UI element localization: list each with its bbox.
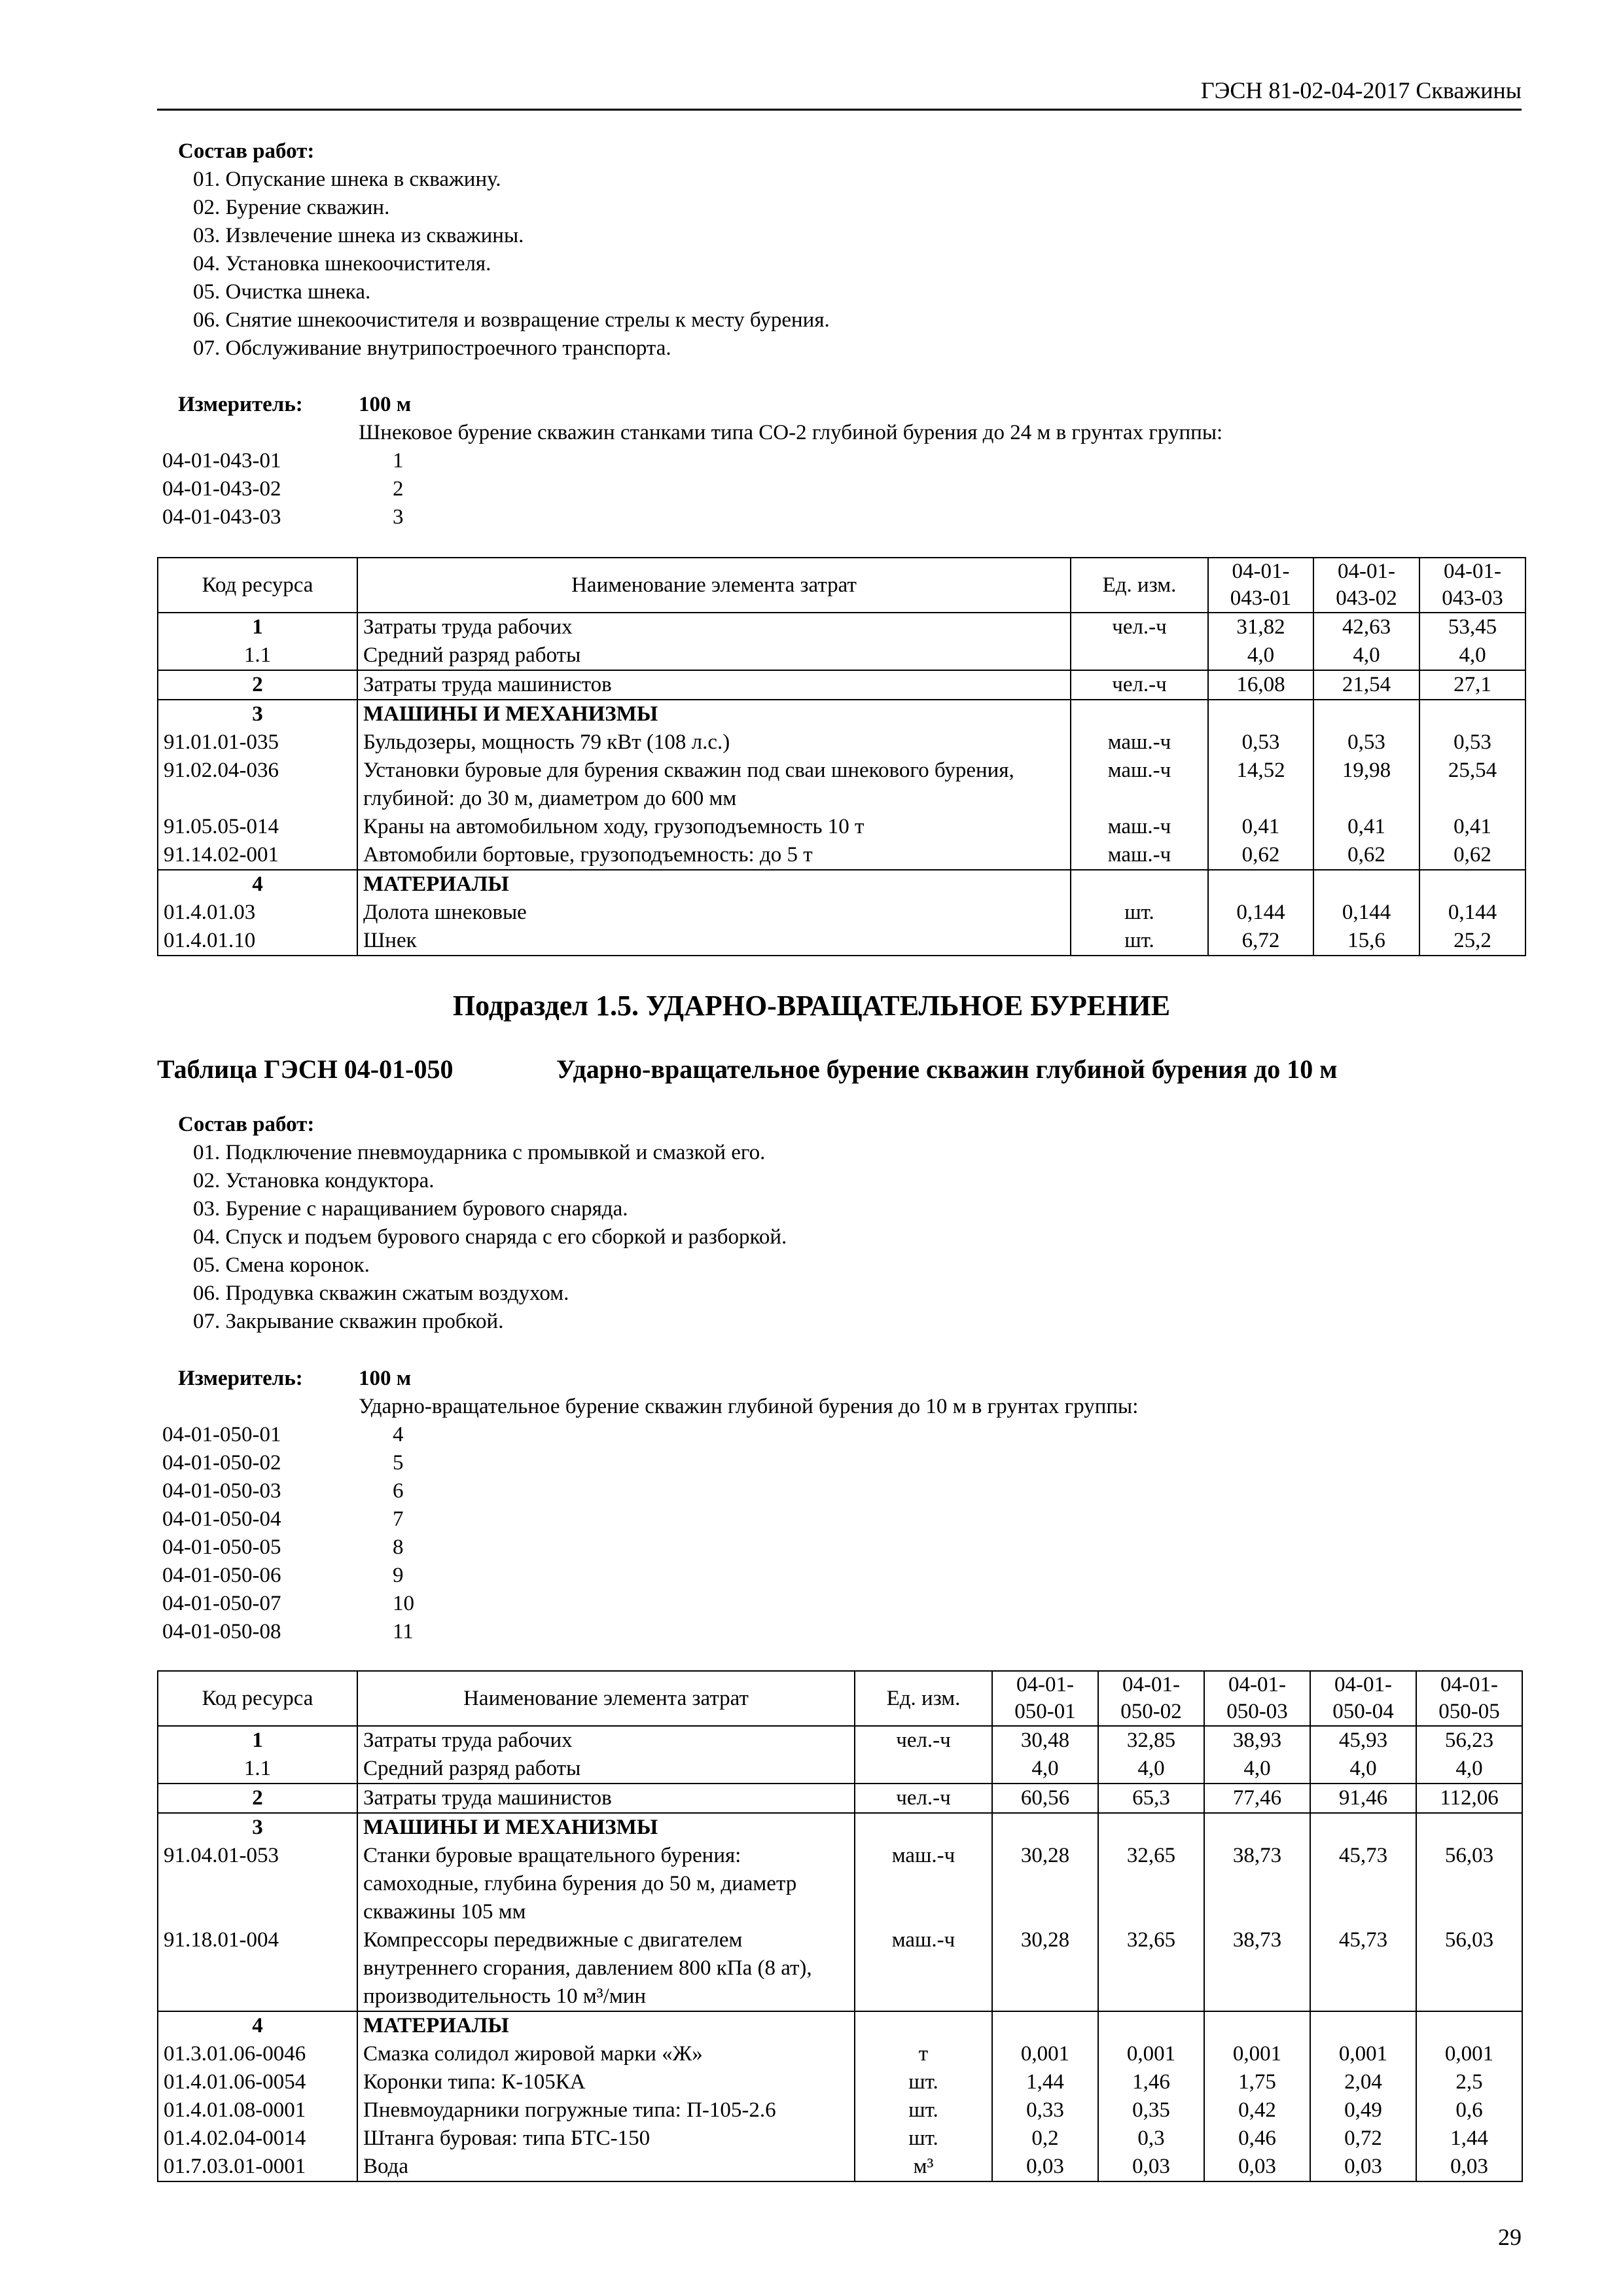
resource-code: 91.05.05-014 (158, 813, 357, 841)
value-cell: 32,65 (1098, 1842, 1204, 1926)
value-cell: 4,0 (1313, 641, 1419, 670)
unit: чел.-ч (855, 1784, 992, 1813)
resource-name: Средний разряд работы (357, 1755, 855, 1784)
works-section-043 (157, 137, 1522, 363)
resource-name: Пневмоударники погружные типа: П-105-2.6 (357, 2096, 855, 2125)
table-row (158, 2011, 1522, 2040)
code-row (157, 1421, 1522, 1449)
work-item: 04. Спуск и подъем бурового снаряда с его сборкой и разборкой. (193, 1225, 787, 1249)
work-item: 07. Закрывание скважин пробкой. (193, 1309, 504, 1333)
table-row (158, 2068, 1522, 2096)
table-row (158, 1726, 1522, 1755)
value-cell: 4,0 (1208, 641, 1313, 670)
resource-code: 01.7.03.01-0001 (158, 2153, 357, 2181)
value-cell: 30,28 (992, 1926, 1098, 2011)
code-row (157, 1590, 1522, 1618)
header-norm-code: 04-01- 050-04 (1310, 1671, 1416, 1726)
meter-value: 100 м (359, 1367, 412, 1390)
table-row (158, 1842, 1522, 1926)
code-row (157, 503, 1522, 531)
table-header-row (158, 558, 1525, 613)
unit: т (855, 2040, 992, 2068)
code-row (157, 1618, 1522, 1646)
meter-section-050 (157, 1365, 1522, 1646)
value-cell: 0,62 (1419, 841, 1525, 870)
value-cell: 0,62 (1313, 841, 1419, 870)
resource-name: Смазка солидол жировой марки «Ж» (357, 2040, 855, 2068)
value-cell: 1,44 (1416, 2125, 1522, 2153)
soil-group: 2 (393, 477, 404, 501)
value-cell: 0,6 (1416, 2096, 1522, 2125)
resource-code: 3 (158, 1813, 357, 1842)
resource-name: Затраты труда машинистов (357, 1784, 855, 1813)
meter-description: Шнековое бурение скважин станками типа СО-2 глубиной бурения до 24 м в грунтах группы: (359, 421, 1223, 444)
value-cell: 0,41 (1208, 813, 1313, 841)
value-cell: 56,03 (1416, 1926, 1522, 2011)
unit (855, 2011, 992, 2040)
value-cell: 0,3 (1098, 2125, 1204, 2153)
header-norm-code: 04-01- 043-01 (1208, 558, 1313, 613)
value-cell: 45,73 (1310, 1926, 1416, 2011)
value-cell: 32,65 (1098, 1926, 1204, 2011)
resource-code: 01.4.01.08-0001 (158, 2096, 357, 2125)
unit (855, 1813, 992, 1842)
header-norm-code: 04-01- 050-03 (1204, 1671, 1310, 1726)
value-cell (1313, 700, 1419, 728)
resource-name: Автомобили бортовые, грузоподъемность: до 5 т (357, 841, 1071, 870)
work-item: 06. Снятие шнекоочистителя и возвращение стрелы к месту бурения. (193, 308, 830, 332)
value-cell: 15,6 (1313, 927, 1419, 956)
table-row (158, 641, 1525, 670)
value-cell (1310, 2011, 1416, 2040)
norm-code: 04-01-050-07 (162, 1592, 281, 1615)
value-cell: 4,0 (1310, 1755, 1416, 1784)
soil-group: 10 (393, 1592, 414, 1615)
value-cell: 0,35 (1098, 2096, 1204, 2125)
value-cell: 0,001 (1098, 2040, 1204, 2068)
value-cell: 21,54 (1313, 670, 1419, 700)
resource-code: 91.02.04-036 (158, 757, 357, 813)
norm-code: 04-01-050-05 (162, 1535, 281, 1559)
works-title: Состав работ: (178, 139, 315, 163)
soil-group: 9 (393, 1564, 404, 1587)
meter-label: Измеритель: (178, 1367, 303, 1390)
value-cell: 1,46 (1098, 2068, 1204, 2096)
value-cell: 4,0 (1204, 1755, 1310, 1784)
table-title (157, 1052, 1338, 1086)
value-cell: 2,04 (1310, 2068, 1416, 2096)
resource-code: 91.14.02-001 (158, 841, 357, 870)
resource-code: 01.4.01.10 (158, 927, 357, 956)
resource-name: Затраты труда рабочих (357, 1726, 855, 1755)
value-cell: 0,53 (1208, 728, 1313, 757)
resource-table-050 (157, 1670, 1523, 2182)
value-cell: 2,5 (1416, 2068, 1522, 2096)
soil-group: 6 (393, 1479, 404, 1503)
works-list (157, 1139, 1522, 1336)
meter-label: Измеритель: (178, 393, 303, 416)
header-norm-code: 04-01- 043-02 (1313, 558, 1419, 613)
value-cell: 0,72 (1310, 2125, 1416, 2153)
value-cell (1416, 2011, 1522, 2040)
header-name: Наименование элемента затрат (357, 558, 1071, 613)
resource-code: 2 (158, 1784, 357, 1813)
work-item: 07. Обслуживание внутрипостроечного транспорта. (193, 336, 671, 360)
resource-name: МАТЕРИАЛЫ (357, 870, 1071, 899)
resource-code: 4 (158, 2011, 357, 2040)
value-cell: 27,1 (1419, 670, 1525, 700)
table-row (158, 1813, 1522, 1842)
value-cell: 38,73 (1204, 1926, 1310, 2011)
value-cell: 112,06 (1416, 1784, 1522, 1813)
value-cell: 0,41 (1313, 813, 1419, 841)
value-cell: 1,75 (1204, 2068, 1310, 2096)
resource-code: 01.4.02.04-0014 (158, 2125, 357, 2153)
unit: маш.-ч (855, 1842, 992, 1926)
work-item: 03. Извлечение шнека из скважины. (193, 223, 524, 247)
work-item: 05. Очистка шнека. (193, 279, 371, 304)
value-cell: 0,001 (992, 2040, 1098, 2068)
norm-code: 04-01-050-04 (162, 1507, 281, 1531)
work-item: 05. Смена коронок. (193, 1253, 370, 1277)
resource-name: Средний разряд работы (357, 641, 1071, 670)
resource-name: МАШИНЫ И МЕХАНИЗМЫ (357, 700, 1071, 728)
resource-code: 1 (158, 613, 357, 641)
resource-name: Затраты труда рабочих (357, 613, 1071, 641)
table-row (158, 728, 1525, 757)
meter-section-043 (157, 391, 1522, 531)
value-cell: 0,03 (992, 2153, 1098, 2181)
unit: маш.-ч (1071, 841, 1208, 870)
value-cell: 30,28 (992, 1842, 1098, 1926)
norm-code: 04-01-043-01 (162, 449, 281, 473)
unit: маш.-ч (1071, 757, 1208, 813)
value-cell (1313, 870, 1419, 899)
value-cell (992, 2011, 1098, 2040)
norm-code: 04-01-050-01 (162, 1423, 281, 1446)
header-norm-code: 04-01- 050-01 (992, 1671, 1098, 1726)
table-row (158, 1755, 1522, 1784)
value-cell (1098, 2011, 1204, 2040)
value-cell: 4,0 (992, 1755, 1098, 1784)
value-cell: 4,0 (1419, 641, 1525, 670)
header-norm-code: 04-01- 050-05 (1416, 1671, 1522, 1726)
value-cell: 0,03 (1416, 2153, 1522, 2181)
unit: шт. (855, 2068, 992, 2096)
work-item: 01. Подключение пневмоударника с промывкой и смазкой его. (193, 1140, 766, 1164)
table-name: Ударно-вращательное бурение скважин глубиной бурения до 10 м (556, 1054, 1338, 1084)
table-row (158, 841, 1525, 870)
header-norm-code: 04-01- 050-02 (1098, 1671, 1204, 1726)
table-row (158, 613, 1525, 641)
unit: маш.-ч (1071, 728, 1208, 757)
unit: шт. (1071, 899, 1208, 927)
value-cell: 16,08 (1208, 670, 1313, 700)
value-cell: 25,54 (1419, 757, 1525, 813)
value-cell: 19,98 (1313, 757, 1419, 813)
value-cell: 0,33 (992, 2096, 1098, 2125)
unit: шт. (1071, 927, 1208, 956)
code-row (157, 1562, 1522, 1590)
value-cell: 0,62 (1208, 841, 1313, 870)
code-list (157, 1421, 1522, 1646)
works-title: Состав работ: (178, 1113, 315, 1136)
table-row (158, 2153, 1522, 2181)
value-cell: 0,53 (1313, 728, 1419, 757)
soil-group: 3 (393, 505, 404, 529)
soil-group: 11 (393, 1620, 414, 1643)
value-cell (1419, 700, 1525, 728)
norm-code: 04-01-050-06 (162, 1564, 281, 1587)
table-row (158, 813, 1525, 841)
value-cell: 25,2 (1419, 927, 1525, 956)
value-cell: 4,0 (1098, 1755, 1204, 1784)
value-cell (1416, 1813, 1522, 1842)
code-list (157, 447, 1522, 531)
soil-group: 8 (393, 1535, 404, 1559)
resource-code: 4 (158, 870, 357, 899)
resource-code: 91.04.01-053 (158, 1842, 357, 1926)
norm-code: 04-01-050-08 (162, 1620, 281, 1643)
code-row (157, 447, 1522, 475)
resource-name: Компрессоры передвижные с двигателем внутреннего сгорания, давлением 800 кПа (8 ат), производительность 10 м³/мин (357, 1926, 855, 2011)
value-cell: 31,82 (1208, 613, 1313, 641)
works-list (157, 166, 1522, 363)
value-cell: 38,93 (1204, 1726, 1310, 1755)
unit: шт. (855, 2125, 992, 2153)
resource-code: 01.3.01.06-0046 (158, 2040, 357, 2068)
unit (1071, 641, 1208, 670)
value-cell: 0,001 (1416, 2040, 1522, 2068)
resource-name: Станки буровые вращательного бурения: самоходные, глубина бурения до 50 м, диаметр скважины 105 мм (357, 1842, 855, 1926)
table-row (158, 2096, 1522, 2125)
table-row (158, 700, 1525, 728)
value-cell: 65,3 (1098, 1784, 1204, 1813)
work-item: 02. Установка кондуктора. (193, 1168, 435, 1193)
table-row (158, 1784, 1522, 1813)
value-cell: 0,03 (1204, 2153, 1310, 2181)
table-row (158, 899, 1525, 927)
page-number: 29 (1498, 2224, 1522, 2250)
value-cell: 0,49 (1310, 2096, 1416, 2125)
unit: чел.-ч (855, 1726, 992, 1755)
resource-name: Установки буровые для бурения скважин под сваи шнекового бурения, глубиной: до 30 м, диаметром до 600 мм (357, 757, 1071, 813)
unit (1071, 700, 1208, 728)
value-cell: 0,001 (1204, 2040, 1310, 2068)
value-cell: 91,46 (1310, 1784, 1416, 1813)
resource-name: Затраты труда машинистов (357, 670, 1071, 700)
value-cell (1098, 1813, 1204, 1842)
value-cell: 0,42 (1204, 2096, 1310, 2125)
table-row (158, 2040, 1522, 2068)
resource-name: Штанга буровая: типа БТС-150 (357, 2125, 855, 2153)
resource-code: 2 (158, 670, 357, 700)
header-code: Код ресурса (158, 1671, 357, 1726)
resource-name: МАТЕРИАЛЫ (357, 2011, 855, 2040)
value-cell: 30,48 (992, 1726, 1098, 1755)
value-cell: 45,93 (1310, 1726, 1416, 1755)
resource-name: Бульдозеры, мощность 79 кВт (108 л.с.) (357, 728, 1071, 757)
value-cell: 42,63 (1313, 613, 1419, 641)
resource-name: Долота шнековые (357, 899, 1071, 927)
document-title: ГЭСН 81-02-04-2017 Скважины (1200, 77, 1522, 104)
value-cell: 45,73 (1310, 1842, 1416, 1926)
soil-group: 4 (393, 1423, 404, 1446)
work-item: 06. Продувка скважин сжатым воздухом. (193, 1281, 569, 1305)
work-item: 03. Бурение с наращиванием бурового снаряда. (193, 1196, 628, 1221)
value-cell: 32,85 (1098, 1726, 1204, 1755)
value-cell: 0,144 (1313, 899, 1419, 927)
unit (855, 1755, 992, 1784)
header-norm-code: 04-01- 043-03 (1419, 558, 1525, 613)
resource-code: 3 (158, 700, 357, 728)
unit: чел.-ч (1071, 670, 1208, 700)
table-label: Таблица ГЭСН 04-01-050 (157, 1054, 454, 1084)
subsection-title: Подраздел 1.5. УДАРНО-ВРАЩАТЕЛЬНОЕ БУРЕНИЕ (452, 990, 1171, 1022)
value-cell: 56,03 (1416, 1842, 1522, 1926)
header-code: Код ресурса (158, 558, 357, 613)
unit: м³ (855, 2153, 992, 2181)
meter-value: 100 м (359, 393, 412, 416)
table-row (158, 870, 1525, 899)
table-row (158, 670, 1525, 700)
resource-code: 1 (158, 1726, 357, 1755)
value-cell (992, 1813, 1098, 1842)
value-cell: 0,144 (1208, 899, 1313, 927)
value-cell: 0,001 (1310, 2040, 1416, 2068)
work-item: 04. Установка шнекоочистителя. (193, 251, 491, 276)
norm-code: 04-01-043-03 (162, 505, 281, 529)
unit: чел.-ч (1071, 613, 1208, 641)
code-row (157, 1477, 1522, 1505)
resource-code: 01.4.01.06-0054 (158, 2068, 357, 2096)
value-cell: 77,46 (1204, 1784, 1310, 1813)
value-cell: 0,46 (1204, 2125, 1310, 2153)
value-cell (1310, 1813, 1416, 1842)
resource-name: Вода (357, 2153, 855, 2181)
table-header-row (158, 1671, 1522, 1726)
resource-code: 91.01.01-035 (158, 728, 357, 757)
resource-code: 1.1 (158, 641, 357, 670)
value-cell: 0,144 (1419, 899, 1525, 927)
page-header (157, 77, 1522, 111)
header-unit: Ед. изм. (1071, 558, 1208, 613)
code-row (157, 475, 1522, 503)
soil-group: 1 (393, 449, 404, 473)
resource-name: Коронки типа: К-105КА (357, 2068, 855, 2096)
meter-description: Ударно-вращательное бурение скважин глубиной бурения до 10 м в грунтах группы: (359, 1395, 1139, 1418)
value-cell: 0,03 (1310, 2153, 1416, 2181)
soil-group: 5 (393, 1451, 404, 1475)
value-cell: 60,56 (992, 1784, 1098, 1813)
value-cell: 6,72 (1208, 927, 1313, 956)
value-cell: 0,2 (992, 2125, 1098, 2153)
table-row (158, 757, 1525, 813)
work-item: 02. Бурение скважин. (193, 195, 390, 219)
unit: маш.-ч (1071, 813, 1208, 841)
table-row (158, 2125, 1522, 2153)
unit: маш.-ч (855, 1926, 992, 2011)
value-cell (1208, 700, 1313, 728)
unit (1071, 870, 1208, 899)
resource-name: МАШИНЫ И МЕХАНИЗМЫ (357, 1813, 855, 1842)
code-row (157, 1534, 1522, 1562)
value-cell: 0,41 (1419, 813, 1525, 841)
soil-group: 7 (393, 1507, 404, 1531)
value-cell: 14,52 (1208, 757, 1313, 813)
header-unit: Ед. изм. (855, 1671, 992, 1726)
works-section-050 (157, 1111, 1522, 1336)
norm-code: 04-01-050-02 (162, 1451, 281, 1475)
value-cell (1208, 870, 1313, 899)
value-cell: 1,44 (992, 2068, 1098, 2096)
unit: шт. (855, 2096, 992, 2125)
header-name: Наименование элемента затрат (357, 1671, 855, 1726)
code-row (157, 1449, 1522, 1477)
resource-code: 1.1 (158, 1755, 357, 1784)
value-cell (1419, 870, 1525, 899)
norm-code: 04-01-043-02 (162, 477, 281, 501)
value-cell: 0,03 (1098, 2153, 1204, 2181)
value-cell (1204, 2011, 1310, 2040)
value-cell (1204, 1813, 1310, 1842)
resource-name: Краны на автомобильном ходу, грузоподъемность 10 т (357, 813, 1071, 841)
resource-table-043 (157, 557, 1526, 956)
resource-code: 01.4.01.03 (158, 899, 357, 927)
code-row (157, 1505, 1522, 1534)
norm-code: 04-01-050-03 (162, 1479, 281, 1503)
work-item: 01. Опускание шнека в скважину. (193, 167, 501, 191)
table-row (158, 927, 1525, 956)
resource-name: Шнек (357, 927, 1071, 956)
value-cell: 56,23 (1416, 1726, 1522, 1755)
value-cell: 4,0 (1416, 1755, 1522, 1784)
value-cell: 53,45 (1419, 613, 1525, 641)
table-row (158, 1926, 1522, 2011)
value-cell: 0,53 (1419, 728, 1525, 757)
resource-code: 91.18.01-004 (158, 1926, 357, 2011)
value-cell: 38,73 (1204, 1842, 1310, 1926)
